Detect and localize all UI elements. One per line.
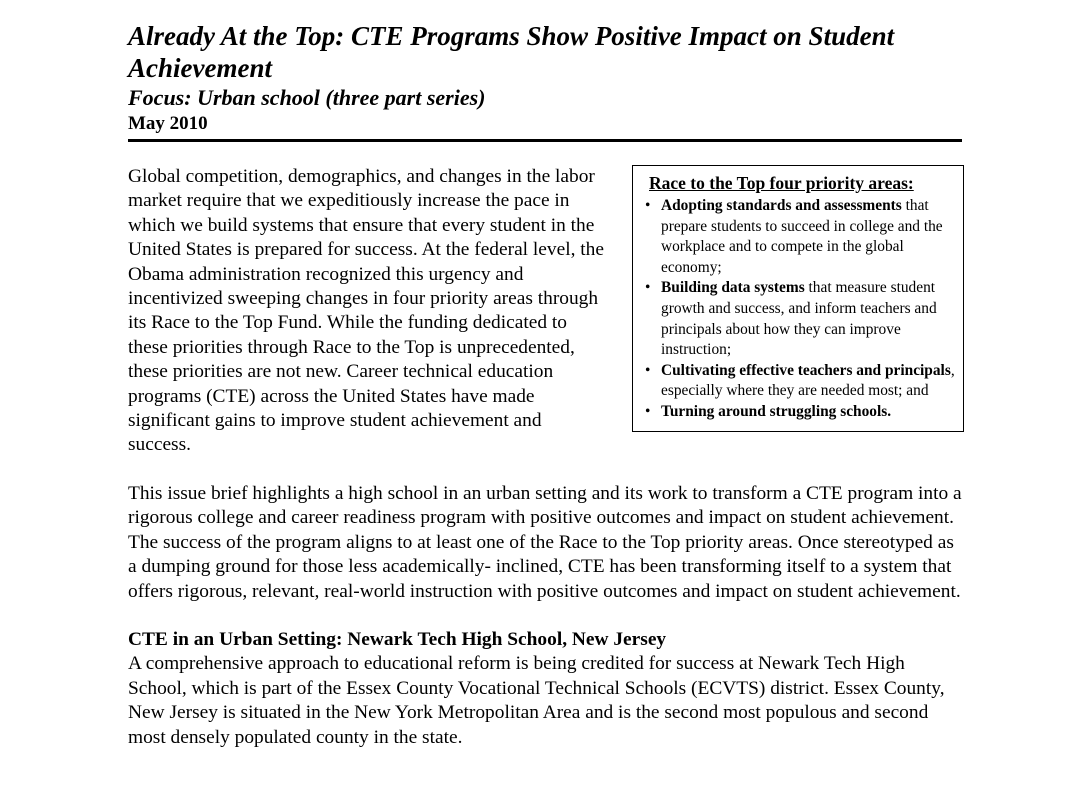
priority-item-text: , especially where they are needed most; and [661,361,955,400]
priority-item-bold: Cultivating effective teachers and principals [661,361,951,379]
priority-item-bold: Building data systems [661,279,805,297]
bullet-icon: • [645,279,651,297]
priority-item [641,402,955,423]
priority-item [641,278,955,360]
priority-item [641,196,955,278]
document-page [128,0,964,750]
priority-areas-sidebar [632,165,964,432]
intro-paragraph-2: This issue brief highlights a high school in an urban setting and its work to transform a CTE program into a rigorous college and career readiness program with positive outcomes and impact on student achievement. The success of the program aligns to at least one of the Race to the Top priority areas. Once stereotyped as a dumping ground for those less academically- inclined, CTE has been transforming itself to a system that offers rigorous, relevant, real-world instruction with positive outcomes and impact on student achievement. [128,482,962,602]
header-divider [128,139,962,142]
bullet-icon: • [645,402,651,420]
section-paragraph: A comprehensive approach to educational reform is being credited for success at Newark Tech High School, which is part of the Essex County Vocational Technical Schools (ECVTS) district. Essex County, New Jersey is situated in the New York Metropolitan Area and is the second most populous and second most densely populated county in the state. [128,653,945,748]
bullet-icon: • [645,361,651,379]
intro-paragraph-1-text: Global competition, demographics, and changes in the labor market require that we expeditiously increase the pace in which we build systems that ensure that every student in the United States is prepared for success. At the federal level, the Obama administration recognized this urgency and incentivized sweeping changes in four priority areas through its Race to the Top Fund. While the funding dedicated to these priorities through Race to the Top is unprecedented, these priorities are not new. Career technical education programs (CTE) across the United States have made significant gains to improve student achievement and success. [128,166,604,456]
priority-item-bold: Turning around struggling schools. [661,402,892,420]
document-subtitle: Focus: Urban school (three part series) [128,85,486,110]
section-heading: CTE in an Urban Setting: Newark Tech High School, New Jersey [128,628,667,650]
intro-paragraph-1 [128,165,964,458]
priority-item-bold: Adopting standards and assessments [661,197,902,214]
publication-date: May 2010 [128,113,208,134]
priority-list [641,196,955,423]
priority-item-text: that measure student growth and success, and inform teachers and principals about how they can improve instruction; [661,279,937,359]
document-title: Already At the Top: CTE Programs Show Positive Impact on Student Achievement [128,21,895,83]
bullet-icon: • [645,197,651,214]
priority-item [641,361,955,402]
sidebar-title: Race to the Top four priority areas: [649,173,914,193]
priority-item-text: that prepare students to succeed in college and the workplace and to compete in the global economy; [661,197,943,276]
